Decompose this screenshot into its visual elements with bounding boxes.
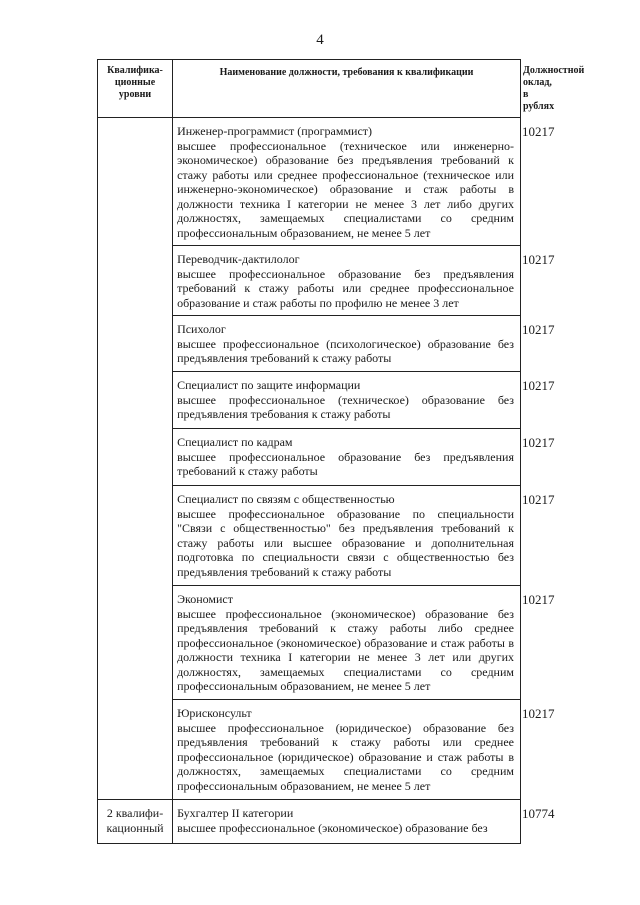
position-requirements: высшее профессиональное (техническое) образование без предъявления требования к стажу работы <box>177 392 514 421</box>
level-cell <box>98 118 173 800</box>
position-title: Инженер-программист (программист) <box>177 124 373 138</box>
position-cell <box>173 316 521 372</box>
position-cell <box>173 700 521 800</box>
position-requirements: высшее профессиональное образование без предъявления требований к стажу работы <box>177 449 514 478</box>
position-requirements: высшее профессиональное (юридическое) образование без предъявления требований к стажу работы или среднее профессиональное (юридическое) образование и стаж работы в должностях, замещаемых специалистами со средним профессиональным образованием, не менее 5 лет <box>177 720 514 793</box>
position-title: Бухгалтер II категории <box>177 806 294 820</box>
header-level: Квалифика-ционные уровни <box>98 60 173 118</box>
table-header-row: Квалифика-ционные уровни Наименование должности, требования к квалификации Должностной оклад, в рублях <box>98 60 521 118</box>
table-row: Инженер-программист (программист) высшее профессиональное (техническое или инженерно-экономическое) образование без предъявления требований к стажу работы или среднее профессиональное (техническое или инженерно-экономическое) образование и стаж работы в должности техника I категории не менее 3 лет либо других должностях, замещаемых специалистами со средним профессиональным образованием, не менее 5 лет 10217 <box>98 118 521 246</box>
header-position: Наименование должности, требования к квалификации <box>173 60 521 118</box>
position-title: Экономист <box>177 592 233 606</box>
page-number: 4 <box>316 32 324 48</box>
position-title: Специалист по кадрам <box>177 435 293 449</box>
level-cell: 2 квалифи-кационный <box>98 800 173 844</box>
table-row: Специалист по кадрам высшее профессиональное образование без предъявления требований к стажу работы 10217 <box>98 429 521 486</box>
position-cell <box>173 246 521 316</box>
table-row: Юрисконсульт высшее профессиональное (юридическое) образование без предъявления требований к стажу работы или среднее профессиональное (юридическое) образование и стаж работы в должностях, замещаемых специалистами со средним профессиональным образованием, не менее 5 лет 10217 <box>98 700 521 800</box>
position-title: Юрисконсульт <box>177 706 252 720</box>
position-cell <box>173 800 521 844</box>
position-cell <box>173 429 521 486</box>
table-row: 2 квалифи-кационный Бухгалтер II категории высшее профессиональное (экономическое) образование без 10774 <box>98 800 521 844</box>
position-title: Переводчик-дактилолог <box>177 252 300 266</box>
position-requirements: высшее профессиональное (техническое или инженерно-экономическое) образование без предъявления требований к стажу работы или среднее профессиональное (техническое или инженерно-экономическое) образование и стаж работы в должности техника I категории не менее 3 лет либо других должностях, замещаемых специалистами со средним профессиональным образованием, не менее 5 лет <box>177 138 514 240</box>
table-row: Специалист по связям с общественностью высшее профессиональное образование по специальности "Связи с общественностью" без предъявления требований к стажу работы или высшее образование и дополнительная подготовка по специальности связи с общественностью без предъявления требований к стажу работы 10217 <box>98 486 521 586</box>
position-requirements: высшее профессиональное образование по специальности "Связи с общественностью" без предъявления требований к стажу работы или высшее образование и дополнительная подготовка по специальности связи с общественностью без предъявления требований к стажу работы <box>177 506 514 579</box>
position-cell <box>173 486 521 586</box>
position-title: Психолог <box>177 322 226 336</box>
position-requirements: высшее профессиональное (психологическое) образование без предъявления требований к стажу работы <box>177 336 514 365</box>
position-cell <box>173 586 521 700</box>
table-row: Специалист по защите информации высшее профессиональное (техническое) образование без предъявления требования к стажу работы 10217 <box>98 372 521 429</box>
table-row: Экономист высшее профессиональное (экономическое) образование без предъявления требований к стажу работы либо среднее профессиональное (экономическое) образование и стаж работы в должности техника I категории не менее 3 лет или других должностях, замещаемых специалистами со средним профессиональным образованием, не менее 5 лет 10217 <box>98 586 521 700</box>
position-cell <box>173 372 521 429</box>
qualification-table <box>97 59 585 844</box>
position-requirements: высшее профессиональное (экономическое) образование без <box>177 820 488 835</box>
table-row: Психолог высшее профессиональное (психологическое) образование без предъявления требований к стажу работы 10217 <box>98 316 521 372</box>
position-requirements: высшее профессиональное образование без предъявления требований к стажу работы или среднее профессиональное образование и стаж работы по профилю не менее 3 лет <box>177 266 514 310</box>
position-cell <box>173 118 521 246</box>
position-requirements: высшее профессиональное (экономическое) образование без предъявления требований к стажу работы либо среднее профессиональное (экономическое) образование и стаж работы в должности техника I категории не менее 3 лет или других должностях, замещаемых специалистами со средним профессиональным образованием, не менее 5 лет <box>177 606 514 693</box>
position-title: Специалист по защите информации <box>177 378 361 392</box>
table-row: Переводчик-дактилолог высшее профессиональное образование без предъявления требований к стажу работы или среднее профессиональное образование и стаж работы по профилю не менее 3 лет 10217 <box>98 246 521 316</box>
position-title: Специалист по связям с общественностью <box>177 492 395 506</box>
